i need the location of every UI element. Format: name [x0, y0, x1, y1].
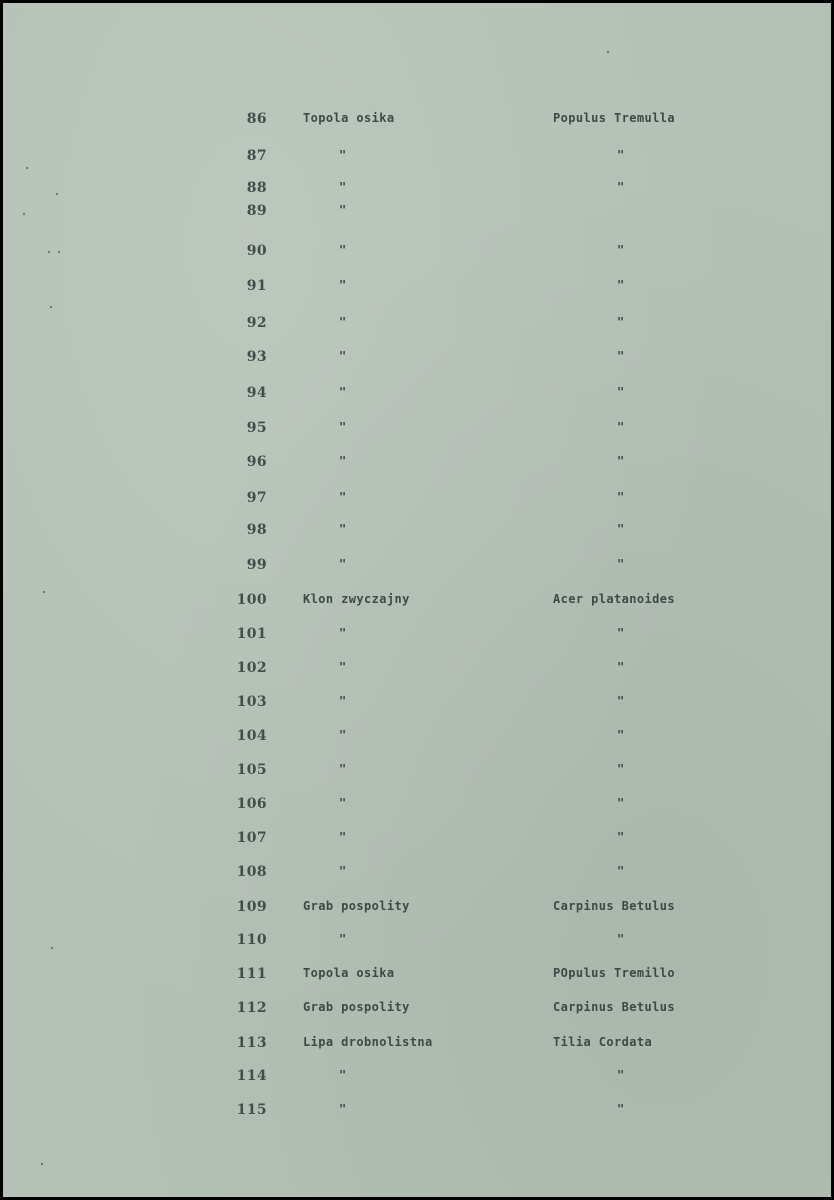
row-number: 113	[236, 1035, 267, 1051]
latin-name-ditto: "	[617, 728, 625, 742]
row-number: 99	[246, 557, 267, 573]
polish-name-ditto: "	[339, 932, 347, 946]
table-row	[3, 454, 831, 476]
table-row	[3, 557, 831, 579]
polish-name-ditto: "	[339, 243, 347, 257]
table-row	[3, 278, 831, 300]
table-row	[3, 592, 831, 614]
latin-name-ditto: "	[617, 830, 625, 844]
latin-name-ditto: "	[617, 420, 625, 434]
latin-name-ditto: "	[617, 864, 625, 878]
latin-name: Populus Tremulla	[553, 111, 675, 125]
latin-name: Acer platanoides	[553, 592, 675, 606]
row-number: 87	[246, 148, 267, 164]
row-number: 102	[236, 660, 267, 676]
latin-name-ditto: "	[617, 932, 625, 946]
row-number: 96	[246, 454, 267, 470]
row-number: 111	[236, 966, 267, 982]
table-row	[3, 180, 831, 202]
table-row	[3, 728, 831, 750]
row-number: 91	[246, 278, 267, 294]
latin-name-ditto: "	[617, 315, 625, 329]
table-row	[3, 148, 831, 170]
latin-name: POpulus Tremillo	[553, 966, 675, 980]
table-row	[3, 694, 831, 716]
polish-name-ditto: "	[339, 180, 347, 194]
row-number: 106	[236, 796, 267, 812]
polish-name-ditto: "	[339, 385, 347, 399]
row-number: 107	[236, 830, 267, 846]
table-row	[3, 522, 831, 544]
latin-name: Carpinus Betulus	[553, 1000, 675, 1014]
row-number: 94	[246, 385, 267, 401]
row-number: 105	[236, 762, 267, 778]
row-number: 101	[236, 626, 267, 642]
latin-name-ditto: "	[617, 349, 625, 363]
latin-name-ditto: "	[617, 454, 625, 468]
row-number: 98	[246, 522, 267, 538]
latin-name-ditto: "	[617, 385, 625, 399]
latin-name-ditto: "	[617, 694, 625, 708]
table-row	[3, 762, 831, 784]
polish-name: Topola osika	[303, 111, 395, 125]
polish-name-ditto: "	[339, 626, 347, 640]
row-number: 104	[236, 728, 267, 744]
table-row	[3, 899, 831, 921]
polish-name-ditto: "	[339, 315, 347, 329]
polish-name-ditto: "	[339, 454, 347, 468]
table-row	[3, 626, 831, 648]
row-number: 110	[236, 932, 267, 948]
polish-name-ditto: "	[339, 660, 347, 674]
paper-speck	[607, 51, 609, 53]
table-row	[3, 1035, 831, 1057]
row-number: 95	[246, 420, 267, 436]
polish-name-ditto: "	[339, 1102, 347, 1116]
table-row	[3, 1102, 831, 1124]
latin-name-ditto: "	[617, 557, 625, 571]
paper-speck	[50, 306, 52, 308]
table-row	[3, 796, 831, 818]
row-number: 97	[246, 490, 267, 506]
polish-name: Topola osika	[303, 966, 395, 980]
polish-name-ditto: "	[339, 1068, 347, 1082]
paper-speck	[41, 1163, 43, 1165]
latin-name-ditto: "	[617, 762, 625, 776]
polish-name: Lipa drobnolistna	[303, 1035, 433, 1049]
table-row	[3, 385, 831, 407]
latin-name-ditto: "	[617, 660, 625, 674]
latin-name-ditto: "	[617, 278, 625, 292]
polish-name: Klon zwyczajny	[303, 592, 410, 606]
table-row	[3, 315, 831, 337]
latin-name-ditto: "	[617, 148, 625, 162]
table-row	[3, 1068, 831, 1090]
latin-name-ditto: "	[617, 796, 625, 810]
polish-name-ditto: "	[339, 278, 347, 292]
row-number: 114	[236, 1068, 267, 1084]
row-number: 103	[236, 694, 267, 710]
table-row	[3, 203, 831, 225]
polish-name-ditto: "	[339, 420, 347, 434]
polish-name: Grab pospolity	[303, 1000, 410, 1014]
polish-name: Grab pospolity	[303, 899, 410, 913]
polish-name-ditto: "	[339, 796, 347, 810]
table-row	[3, 830, 831, 852]
polish-name-ditto: "	[339, 762, 347, 776]
latin-name-ditto: "	[617, 626, 625, 640]
row-number: 90	[246, 243, 267, 259]
latin-name-ditto: "	[617, 243, 625, 257]
polish-name-ditto: "	[339, 830, 347, 844]
latin-name-ditto: "	[617, 1102, 625, 1116]
row-number: 89	[246, 203, 267, 219]
table-row	[3, 243, 831, 265]
document-page	[3, 3, 831, 1197]
table-row	[3, 1000, 831, 1022]
row-number: 108	[236, 864, 267, 880]
row-number: 93	[246, 349, 267, 365]
polish-name-ditto: "	[339, 728, 347, 742]
row-number: 109	[236, 899, 267, 915]
row-number: 92	[246, 315, 267, 331]
latin-name-ditto: "	[617, 522, 625, 536]
latin-name: Tilia Cordata	[553, 1035, 653, 1049]
latin-name-ditto: "	[617, 180, 625, 194]
table-row	[3, 660, 831, 682]
row-number: 115	[236, 1102, 267, 1118]
polish-name-ditto: "	[339, 864, 347, 878]
row-number: 112	[236, 1000, 267, 1016]
polish-name-ditto: "	[339, 490, 347, 504]
polish-name-ditto: "	[339, 522, 347, 536]
polish-name-ditto: "	[339, 557, 347, 571]
table-row	[3, 932, 831, 954]
table-row	[3, 349, 831, 371]
table-row	[3, 490, 831, 512]
polish-name-ditto: "	[339, 694, 347, 708]
table-row	[3, 111, 831, 133]
latin-name: Carpinus Betulus	[553, 899, 675, 913]
latin-name-ditto: "	[617, 1068, 625, 1082]
polish-name-ditto: "	[339, 203, 347, 217]
row-number: 100	[236, 592, 267, 608]
polish-name-ditto: "	[339, 148, 347, 162]
table-row	[3, 864, 831, 886]
row-number: 88	[246, 180, 267, 196]
latin-name-ditto: "	[617, 490, 625, 504]
polish-name-ditto: "	[339, 349, 347, 363]
table-row	[3, 420, 831, 442]
table-row	[3, 966, 831, 988]
row-number: 86	[246, 111, 267, 127]
